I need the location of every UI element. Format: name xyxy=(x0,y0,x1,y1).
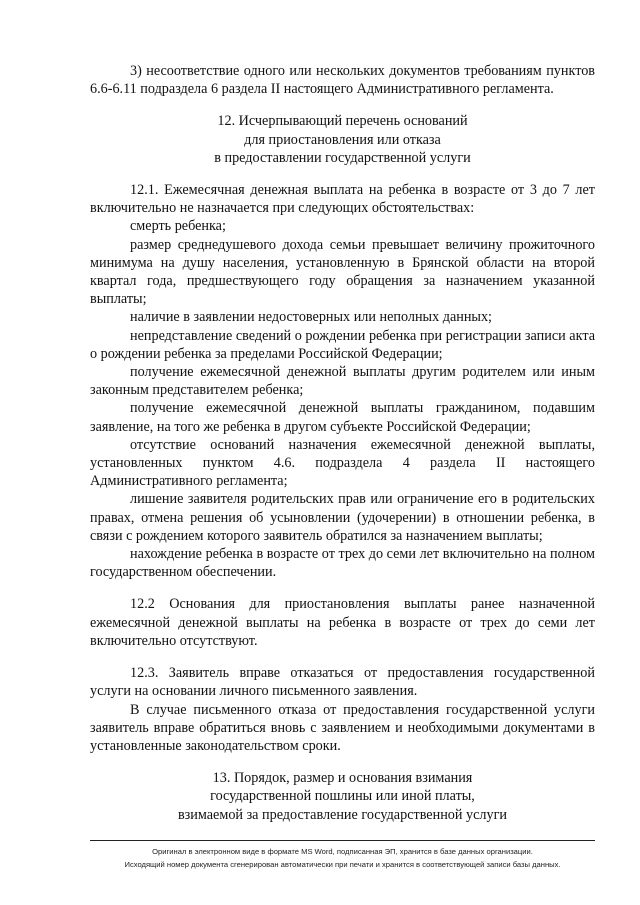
paragraph: 12.2 Основания для приостановления выплаты ранее назначенной ежемесячной денежной выплаты на ребенка в возрасте от трех до семи лет включительно отсутствуют. xyxy=(90,596,595,649)
paragraph: получение ежемесячной денежной выплаты другим родителем или иным законным представителем ребенка; xyxy=(90,364,595,399)
section-heading-line: взимаемой за предоставление государственной услуги xyxy=(177,806,507,823)
paragraph: непредставление сведений о рождении ребенка при регистрации записи акта о рождении ребенка за пределами Российской Федерации; xyxy=(90,327,595,362)
paragraph: 12.1. Ежемесячная денежная выплата на ребенка в возрасте от 3 до 7 лет включительно не назначается при следующих обстоятельствах: xyxy=(90,182,595,217)
footer-line-number: Исходящий номер документа сгенерирован автоматически при печати и хранится в соответствующей записи базы данных. xyxy=(124,860,561,869)
paragraph: размер среднедушевого дохода семьи превышает величину прожиточного минимума на душу населения, установленную в Брянской области на второй квартал года, предшествующего году обращения за назначением указанной выплаты; xyxy=(90,236,595,308)
paragraph-spacer xyxy=(90,167,595,181)
paragraph: нахождение ребенка в возрасте от трех до семи лет включительно на полном государственном обеспечении. xyxy=(90,546,595,581)
section-heading xyxy=(90,769,595,824)
paragraph: наличие в заявлении недостоверных или неполных данных; xyxy=(130,309,493,326)
section-heading-line: государственной пошлины или иной платы, xyxy=(210,788,475,805)
section-heading-line: 13. Порядок, размер и основания взимания xyxy=(212,770,473,787)
paragraph-spacer xyxy=(90,650,595,664)
section-heading-line: в предоставлении государственной услуги xyxy=(214,149,471,166)
section-heading-line: 12. Исчерпывающий перечень оснований xyxy=(217,113,468,130)
section-heading-line: для приостановления или отказа xyxy=(244,131,441,148)
paragraph-spacer xyxy=(90,98,595,112)
paragraph: 3) несоответствие одного или нескольких документов требованиям пунктов 6.6-6.11 подраздела 6 раздела II настоящего Административного регламента. xyxy=(90,63,595,98)
paragraph: В случае письменного отказа от предоставления государственной услуги заявитель вправе обратиться вновь с заявлением и необходимыми документами в установленные законодательством сроки. xyxy=(90,701,595,754)
paragraph: отсутствие оснований назначения ежемесячной денежной выплаты, установленных пунктом 4.6. подраздела 4 раздела II настоящего Административного регламента; xyxy=(90,436,595,490)
paragraph-spacer xyxy=(90,581,595,595)
paragraph: получение ежемесячной денежной выплаты гражданином, подавшим заявление, на того же ребенка в другом субъекте Российской Федерации; xyxy=(90,400,595,435)
page-footer xyxy=(90,840,595,871)
footer-line-original: Оригинал в электронном виде в формате MS Word, подписанная ЭП, хранится в базе данных организации. xyxy=(152,847,533,856)
paragraph: лишение заявителя родительских прав или ограничение его в родительских правах, отмена решения об усыновлении (удочерении) в отношении ребенка, в связи с рождением которого заявитель обратился за назначением выплаты; xyxy=(90,491,595,544)
section-heading xyxy=(90,112,595,167)
paragraph: 12.3. Заявитель вправе отказаться от предоставления государственной услуги на основании личного письменного заявления. xyxy=(90,665,595,700)
paragraph: смерть ребенка; xyxy=(130,218,226,235)
paragraph-spacer xyxy=(90,755,595,769)
document-body xyxy=(90,62,595,824)
